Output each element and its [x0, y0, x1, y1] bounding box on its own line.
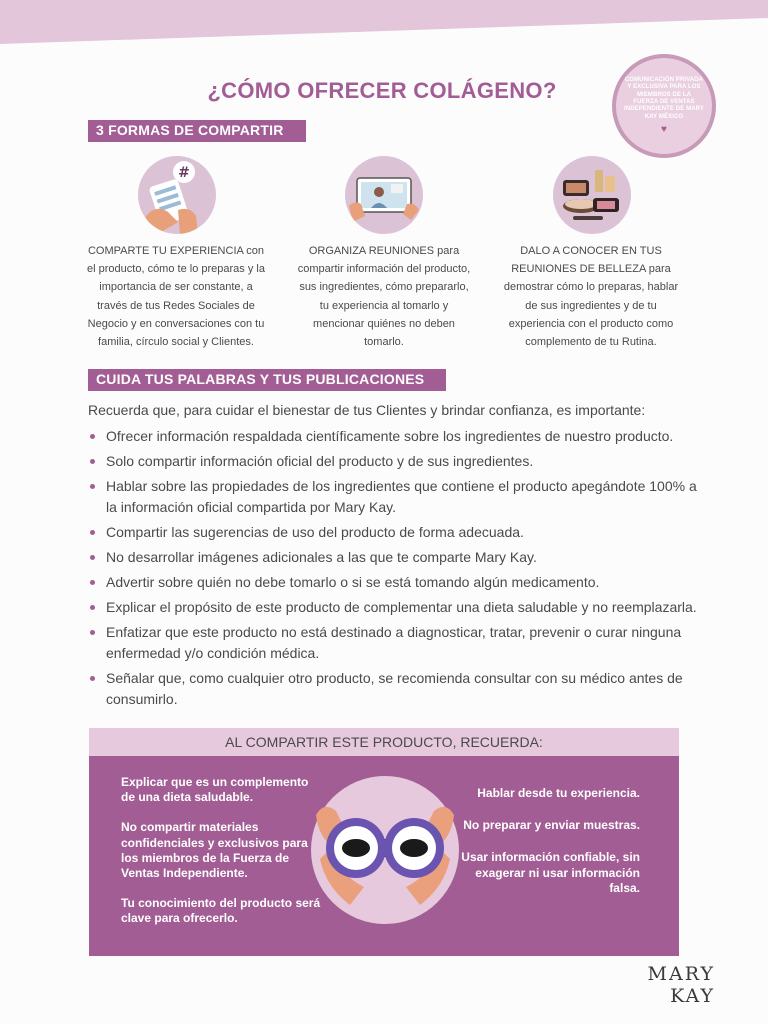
reminder-item: Explicar que es un complemento de una dieta saludable. — [121, 775, 309, 805]
phone-hashtag-icon — [138, 156, 216, 234]
way-text-beauty-meetings: DALO A CONOCER EN TUS REUNIONES DE BELLEZA para demostrar cómo lo preparas, hablar de sus ingredientes y de tu experiencia con el producto como complemento de tu Rutina. — [503, 245, 679, 349]
list-item-text: Hablar sobre las propiedades de los ingredientes que contiene el producto apegándote 100% a la información oficial compartida por Mary Kay. — [106, 478, 697, 515]
reminder-right-column — [450, 786, 640, 913]
reminder-item: Usar información confiable, sin exagerar ni usar información falsa. — [461, 850, 640, 895]
bullet-dot — [90, 580, 95, 585]
reminder-item: Tu conocimiento del producto será clave para ofrecerlo. — [121, 896, 321, 926]
private-communication-seal — [612, 54, 716, 158]
bullet-dot — [90, 605, 95, 610]
list-item — [88, 668, 698, 710]
list-item-text: Solo compartir información oficial del producto y de sus ingredientes. — [106, 453, 534, 469]
bullet-dot — [90, 530, 95, 535]
list-item-text: Advertir sobre quién no debe tomarlo o si se está tomando algún medicamento. — [106, 574, 600, 590]
list-item-text: Señalar que, como cualquier otro producto, se recomienda consultar con su médico antes de consumirlo. — [106, 670, 683, 707]
bullet-dot — [90, 484, 95, 489]
list-item — [88, 597, 698, 618]
binoculars-icon — [310, 775, 460, 925]
way-text-share-experience: COMPARTE TU EXPERIENCIA con el producto, cómo te lo preparas y la importancia de ser constante, a través de tus Redes Sociales de Negocio y en conversaciones con tu familia, círculo social y Clientes. — [87, 245, 265, 349]
list-item-text: Compartir las sugerencias de uso del producto de forma adecuada. — [106, 524, 524, 540]
list-item-text: Ofrecer información respaldada científicamente sobre los ingredientes de nuestro producto. — [106, 428, 674, 444]
reminder-item: No preparar y enviar muestras. — [463, 818, 640, 833]
list-item — [88, 476, 698, 518]
list-item — [88, 547, 698, 568]
bullet-dot — [90, 630, 95, 635]
section-heading-ways: 3 FORMAS DE COMPARTIR — [88, 120, 306, 142]
list-item — [88, 522, 698, 543]
heart-icon: ♥ — [661, 124, 667, 136]
bullet-dot — [90, 434, 95, 439]
way-text-organize-meetings: ORGANIZA REUNIONES para compartir información del producto, sus ingredientes, cómo prepararlo, tu experiencia al tomarlo y mencionar quiénes no deben tomarlo. — [297, 245, 471, 349]
page-title: ¿CÓMO OFRECER COLÁGENO? — [207, 78, 557, 103]
list-item-text: Enfatizar que este producto no está destinado a diagnosticar, tratar, prevenir o curar ninguna enfermedad y/o condición médica. — [106, 624, 682, 661]
reminder-item: No compartir materiales confidenciales y exclusivos para los miembros de la Fuerza de Ventas Independiente. — [121, 820, 308, 881]
reminder-item: Hablar desde tu experiencia. — [477, 786, 640, 800]
guideline-list — [88, 426, 698, 714]
list-item — [88, 622, 698, 664]
bullet-dot — [90, 555, 95, 560]
reminder-box-heading: AL COMPARTIR ESTE PRODUCTO, RECUERDA: — [89, 728, 679, 756]
svg-text:#: # — [178, 165, 190, 181]
top-decorative-band — [0, 0, 768, 44]
bullet-dot — [90, 676, 95, 681]
list-item — [88, 451, 698, 472]
bullet-dot — [90, 459, 95, 464]
seal-text: COMUNICACIÓN PRIVADA Y EXCLUSIVA PARA LOS MIEMBROS DE LA FUERZA DE VENTAS INDEPENDIENTE DE MARY KAY MÉXICO — [624, 76, 704, 120]
intro-paragraph: Recuerda que, para cuidar el bienestar de tus Clientes y brindar confianza, es importante: — [88, 402, 646, 418]
beauty-products-icon — [553, 156, 631, 234]
list-item-text: Explicar el propósito de este producto de complementar una dieta saludable y no reemplazarla. — [106, 599, 697, 615]
mary-kay-logo: MARY KAY — [647, 963, 715, 1007]
list-item — [88, 572, 698, 593]
section-heading-words: CUIDA TUS PALABRAS Y TUS PUBLICACIONES — [88, 369, 446, 391]
list-item-text: No desarrollar imágenes adicionales a las que te comparte Mary Kay. — [106, 549, 537, 565]
reminder-left-column — [121, 775, 321, 942]
list-item — [88, 426, 698, 447]
video-meeting-tablet-icon — [345, 156, 423, 234]
